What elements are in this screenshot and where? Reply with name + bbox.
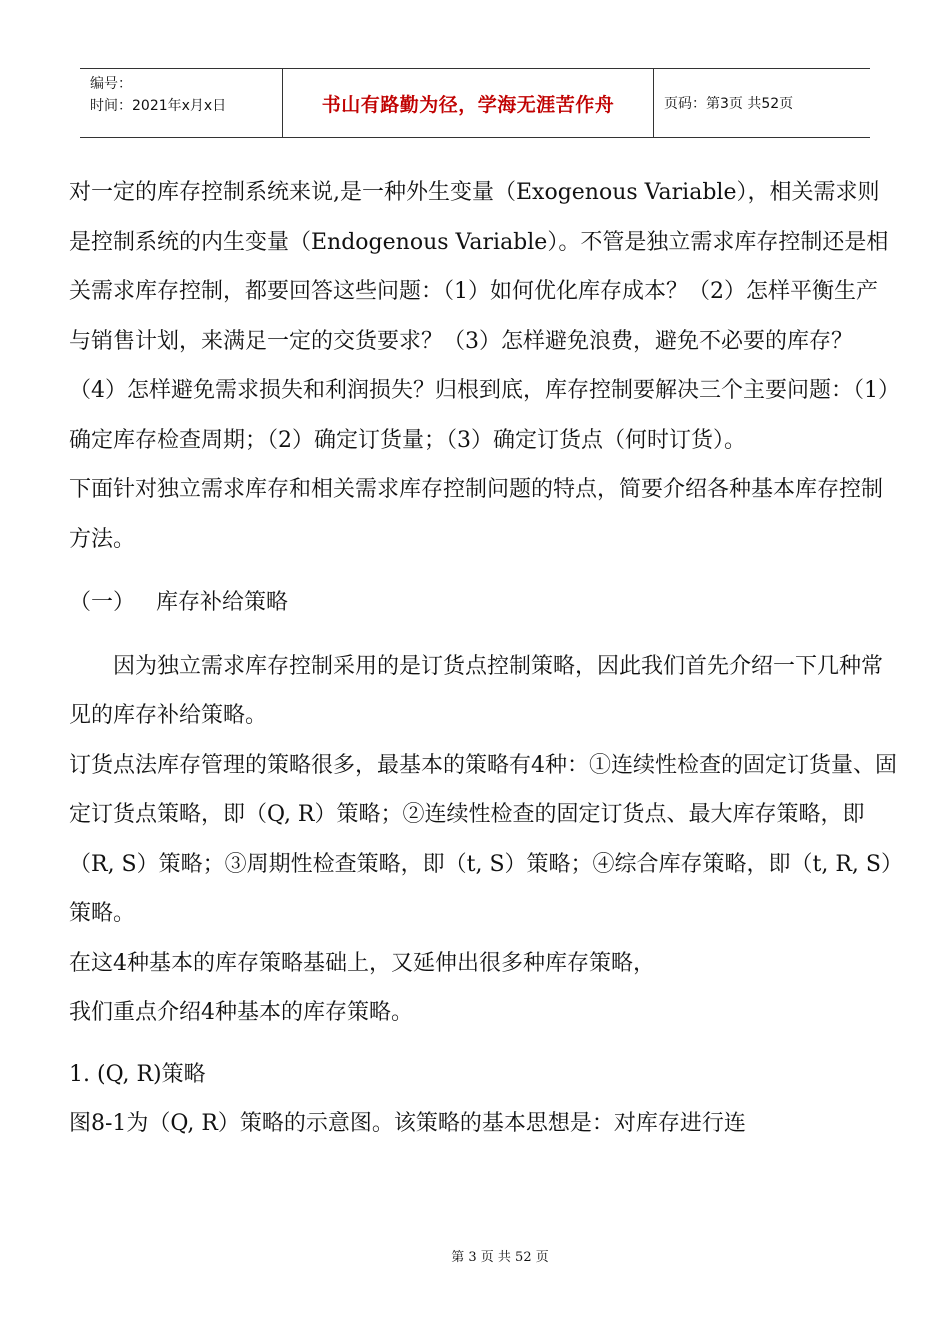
page-footer: 第 3 页 共 52 页	[451, 1250, 549, 1265]
page-header	[80, 68, 870, 138]
paragraph-introduction: 下面针对独立需求库存和相关需求库存控制问题的特点，简要介绍各种基本库存控制方法。	[69, 477, 884, 552]
document-date: 时间：2021年x月x日	[90, 98, 227, 114]
header-motto: 书山有路勤为径，学海无涯苦作舟	[283, 69, 654, 137]
paragraph-exogenous-endogenous: 对一定的库存控制系统来说,是一种外生变量（Exogenous Variable），相关需求则是控制系统的内生变量（Endogenous Variable）。不管是独立需求库存控制还是相关需求库存控制，都要回答这些问题：（1）如何优化库存成本？（2）怎样平衡生产与销售计划，来满足一定的交货要求？（3）怎样避免浪费，避免不必要的库存？（4）怎样避免需求损失和利润损失？归根到底，库存控制要解决三个主要问题：（1）确定库存检查周期；（2）确定订货量；（3）确定订货点（何时订货）。	[69, 180, 889, 453]
paragraph-extension-line-2: 我们重点介绍4种基本的库存策略。	[69, 1000, 413, 1025]
subsection-heading: 1. (Q, R)策略	[69, 1061, 206, 1087]
paragraph-qr-strategy: 图8-1为（Q, R）策略的示意图。该策略的基本思想是：对库存进行连	[69, 1111, 746, 1136]
document-number-label: 编号：	[90, 76, 132, 92]
paragraph-replenishment-intro: 因为独立需求库存控制采用的是订货点控制策略，因此我们首先介绍一下几种常见的库存补给策略。	[69, 653, 884, 728]
header-meta	[80, 69, 283, 137]
paragraph-extension-line-1: 在这4种基本的库存策略基础上，又延伸出很多种库存策略，	[69, 950, 655, 976]
header-page-info: 页码：第3页 共52页	[664, 96, 794, 112]
document-body	[69, 168, 899, 1149]
paragraph-four-strategies: 订货点法库存管理的策略很多，最基本的策略有4种：①连续性检查的固定订货量、固定订货点策略，即（Q, R）策略；②连续性检查的固定订货点、最大库存策略，即（R, S）策略；③周期性检查策略，即（t, S）策略；④综合库存策略，即（t, R, S）策略。	[69, 752, 897, 926]
section-heading: （一） 库存补给策略	[69, 590, 288, 615]
